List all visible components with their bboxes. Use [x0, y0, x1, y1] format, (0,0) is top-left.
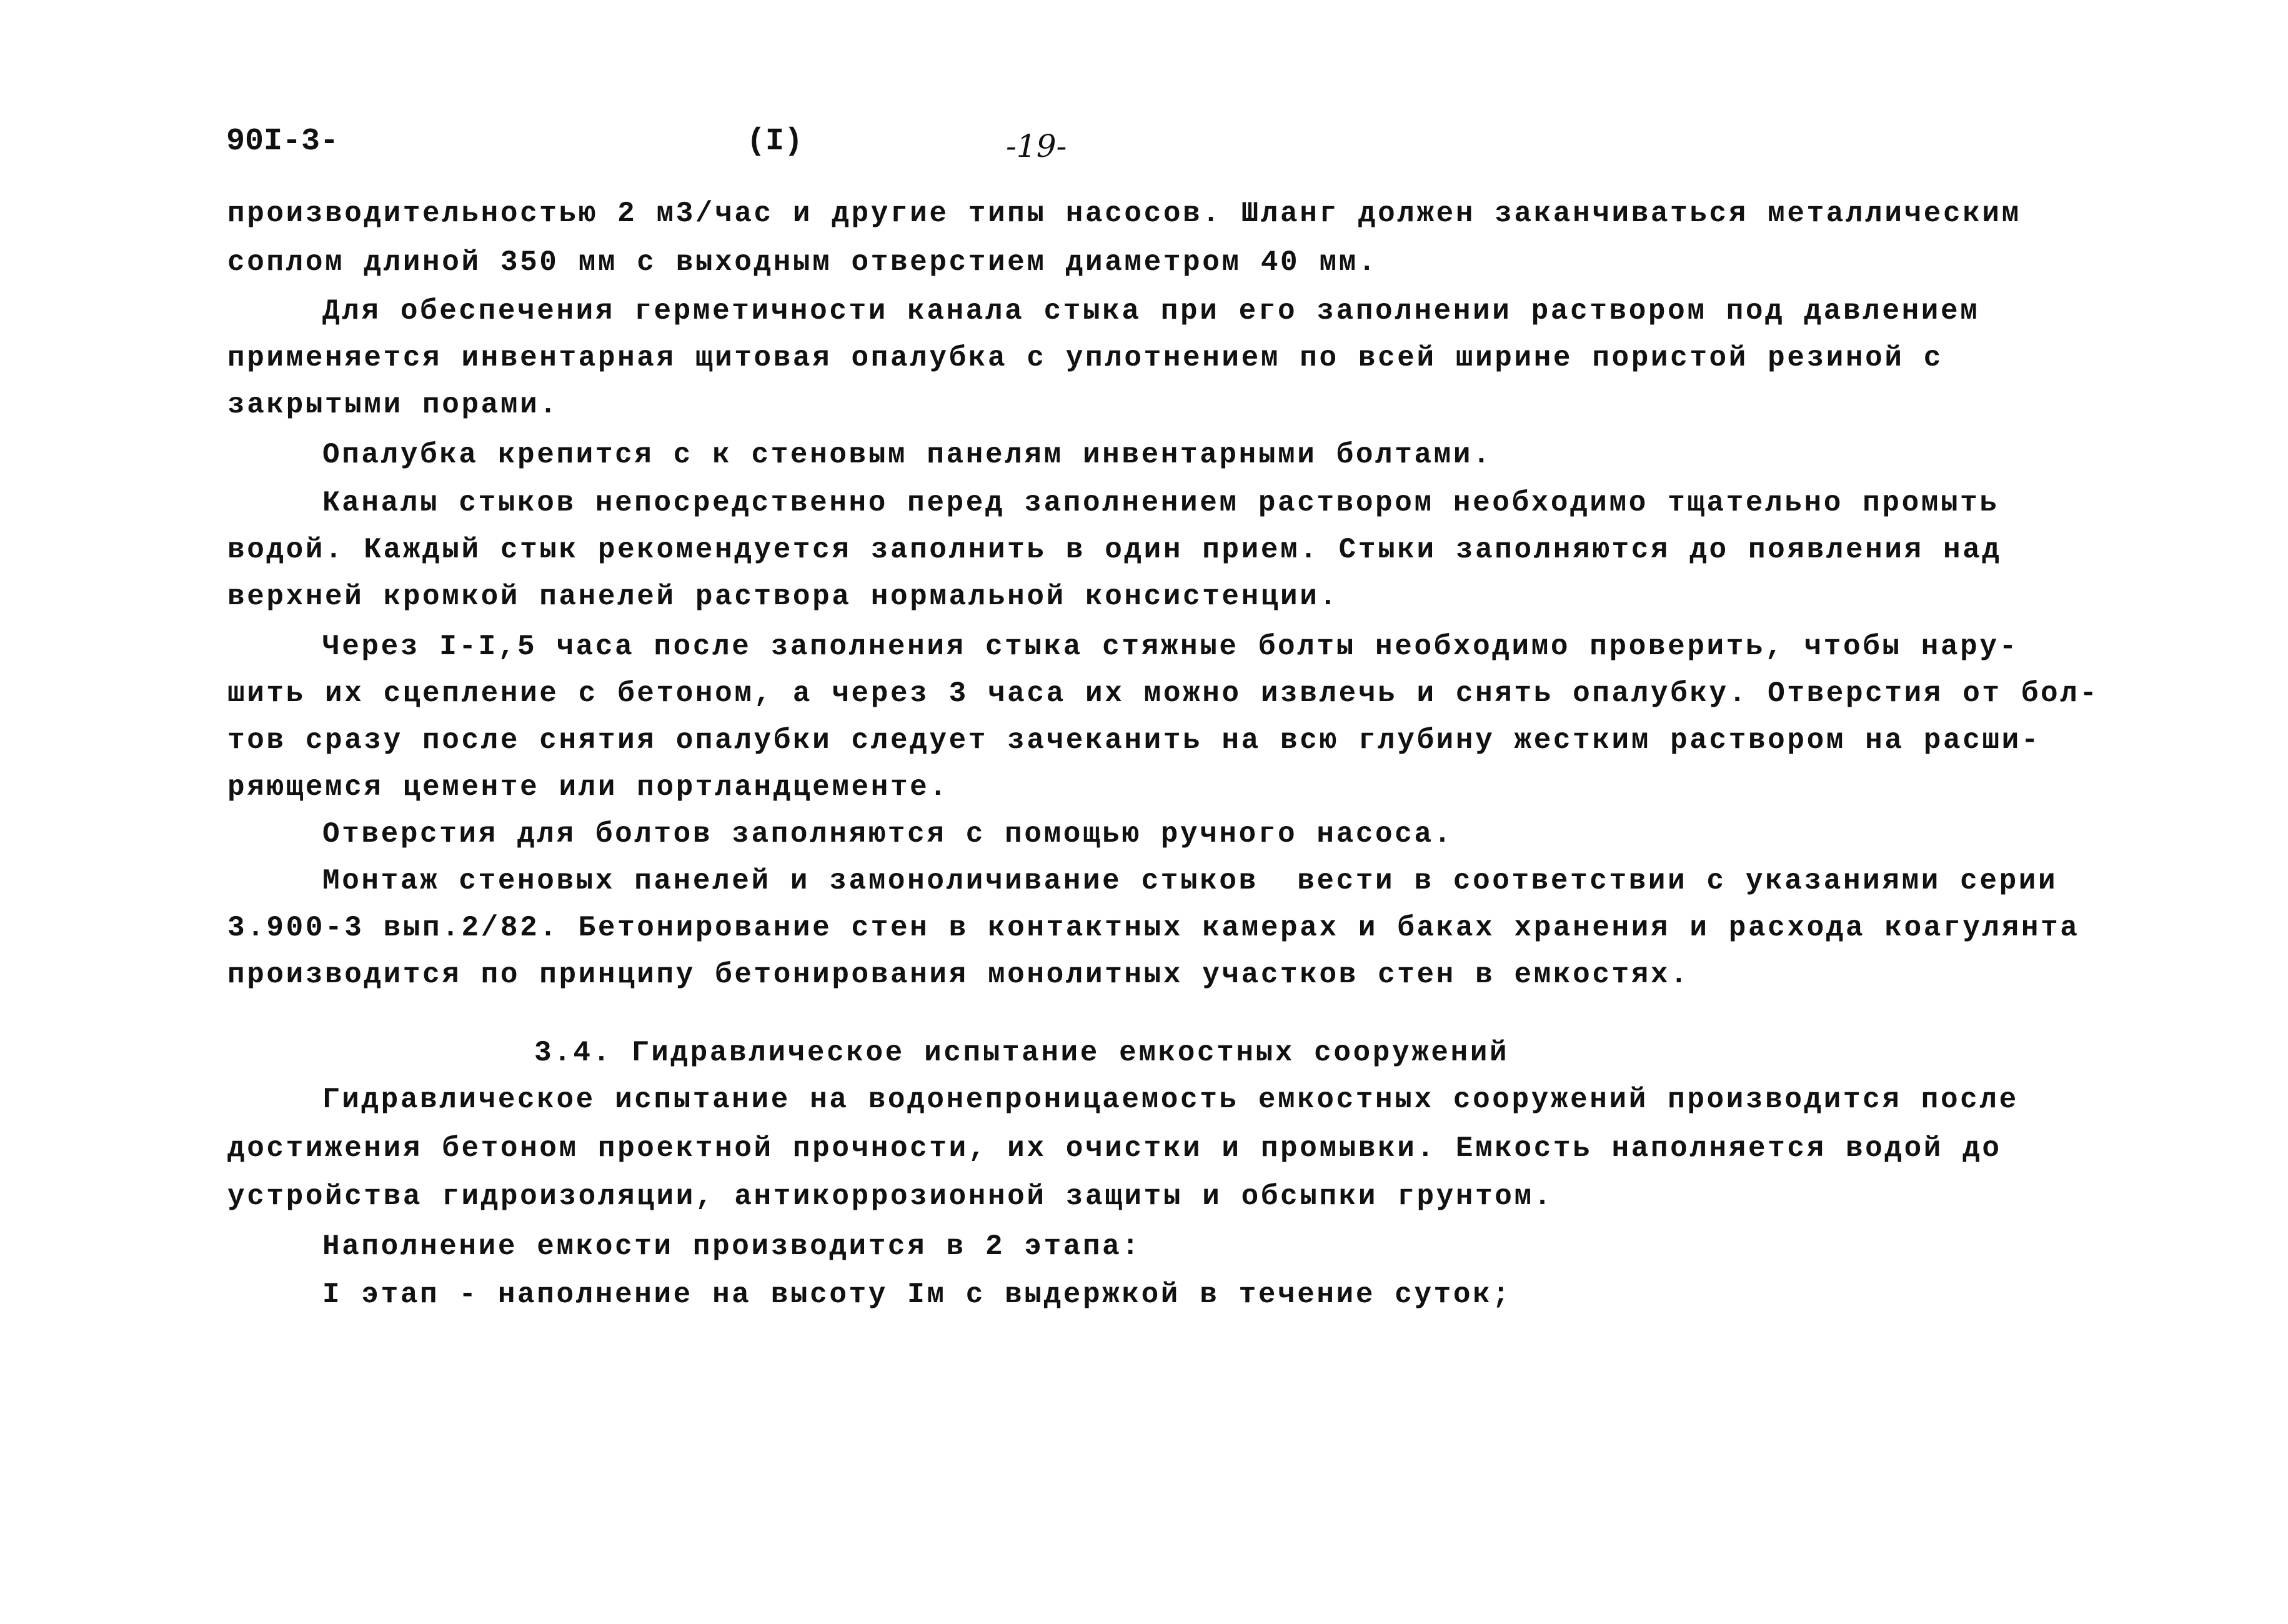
header-series: 90I-3-	[226, 124, 339, 159]
text-line: Гидравлическое испытание на водонепроницаемость емкостных сооружений производится после	[322, 1083, 2019, 1116]
text-line: Каналы стыков непосредственно перед заполнением раствором необходимо тщательно промыть	[322, 487, 1999, 519]
text-line: Монтаж стеновых панелей и замоноличивание стыков вести в соответствии с указаниями серии	[322, 865, 2058, 897]
text-line: Через I-I,5 часа после заполнения стыка стяжные болты необходимо проверить, чтобы нару-	[322, 630, 2019, 663]
text-line: Опалубка крепится с к стеновым панелям инвентарными болтами.	[322, 439, 1493, 471]
text-line: достижения бетоном проектной прочности, их очистки и промывки. Емкость наполняется водой до	[227, 1132, 2002, 1165]
text-line: закрытыми порами.	[227, 389, 559, 421]
text-line: производится по принципу бетонирования монолитных участков стен в емкостях.	[227, 959, 1690, 991]
text-line: устройства гидроизоляции, антикоррозионной защиты и обсыпки грунтом.	[227, 1180, 1553, 1213]
text-line: верхней кромкой панелей раствора нормальной консистенции.	[227, 580, 1339, 613]
text-line: соплом длиной 350 мм с выходным отверстием диаметром 40 мм.	[227, 246, 1378, 279]
page-number: -19-	[1006, 128, 1067, 164]
text-line: применяется инвентарная щитовая опалубка с уплотнением по всей ширине пористой резиной с	[227, 342, 1943, 374]
text-line: водой. Каждый стык рекомендуется заполнить в один прием. Стыки заполняются до появления над	[227, 534, 2002, 566]
text-line: тов сразу после снятия опалубки следует зачеканить на всю глубину жестким раствором на расши-	[227, 724, 2041, 757]
text-line: I этап - наполнение на высоту Iм с выдержкой в течение суток;	[322, 1278, 1512, 1311]
text-line: Наполнение емкости производится в 2 этапа:	[322, 1230, 1142, 1263]
header-issue: (I)	[747, 124, 803, 159]
text-line: производительностью 2 м3/час и другие типы насосов. Шланг должен заканчиваться металлическим	[227, 197, 2021, 230]
text-line: шить их сцепление с бетоном, а через 3 часа их можно извлечь и снять опалубку. Отверстия от бол-	[227, 677, 2099, 710]
text-line: Для обеспечения герметичности канала стыка при его заполнении раствором под давлением	[322, 295, 1980, 327]
text-line: ряющемся цементе или портландцементе.	[227, 771, 949, 804]
text-line: 3.900-3 вып.2/82. Бетонирование стен в контактных камерах и баках хранения и расхода коагулянта	[227, 912, 2080, 944]
section-heading: 3.4. Гидравлическое испытание емкостных сооружений	[534, 1037, 1510, 1069]
text-line: Отверстия для болтов заполняются с помощью ручного насоса.	[322, 818, 1453, 850]
